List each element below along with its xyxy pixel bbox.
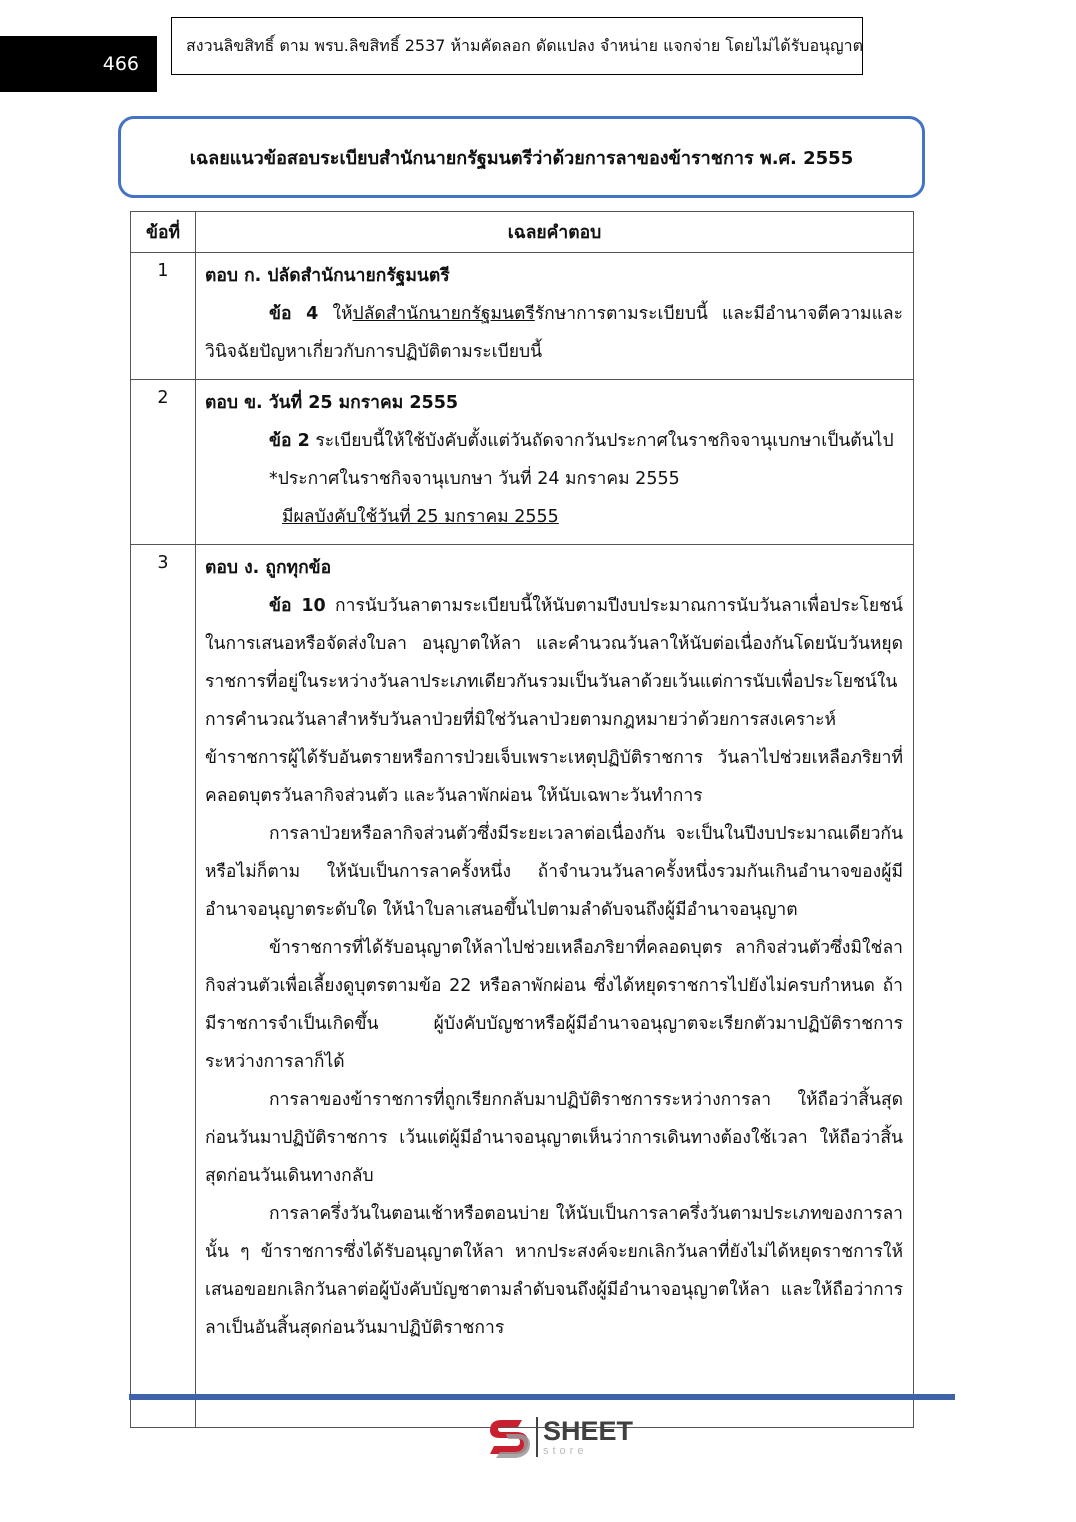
question-number: 1 — [131, 253, 196, 380]
clause-label: ข้อ 2 — [269, 431, 310, 451]
logo-separator — [536, 1417, 538, 1457]
gazette-note: *ประกาศในราชกิจจานุเบกษา วันที่ 24 มกราคม 2555 — [269, 469, 680, 489]
table-row — [131, 545, 914, 1428]
answer-cell — [196, 380, 914, 545]
clause-label: ข้อ 10 — [269, 596, 326, 616]
sheet-store-s-icon — [486, 1414, 532, 1460]
explanation-paragraph — [205, 422, 903, 460]
explanation-text: รักษาการตามระเบียบนี้ และมีอำนาจตีความและวินิจฉัยปัญหาเกี่ยวกับการปฏิบัติตามระเบียบนี้ — [205, 304, 903, 362]
answer-line: ตอบ ข. วันที่ 25 มกราคม 2555 — [205, 393, 459, 413]
explanation-paragraph: การลาป่วยหรือลากิจส่วนตัวซึ่งมีระยะเวลาต่อเนื่องกัน จะเป็นในปีงบประมาณเดียวกันหรือไม่ก็ตาม ให้นับเป็นการลาครั้งหนึ่ง ถ้าจำนวนวันลาครั้งหนึ่งรวมกันเกินอำนาจของผู้มีอำนาจอนุญาตระดับใด ให้นำใบลาเสนอขึ้นไปตามลำดับจนถึงผู้มีอำนาจอนุญาต — [205, 824, 903, 920]
explanation-paragraph — [205, 295, 903, 371]
question-number: 2 — [131, 380, 196, 545]
page-number-tab — [0, 36, 157, 92]
effective-date-note: มีผลบังคับใช้วันที่ 25 มกราคม 2555 — [282, 507, 559, 527]
explanation-text: ให้ — [318, 304, 353, 324]
page-number: 466 — [102, 53, 139, 75]
logo-subword: store — [543, 1444, 588, 1457]
answer-cell — [196, 545, 914, 1428]
question-number: 3 — [131, 545, 196, 1428]
table-row — [131, 380, 914, 545]
explanation-paragraph: ข้าราชการที่ได้รับอนุญาตให้ลาไปช่วยเหลือภริยาที่คลอดบุตร ลากิจส่วนตัวซึ่งมิใช่ลากิจส่วนตัวเพื่อเลี้ยงดูบุตรตามข้อ 22 หรือลาพักผ่อน ซึ่งได้หยุดราชการไปยังไม่ครบกำหนด ถ้ามีราชการจำเป็นเกิดขึ้น ผู้บังคับบัญชาหรือผู้มีอำนาจอนุญาตจะเรียกตัวมาปฏิบัติราชการระหว่างการลาก็ได้ — [205, 938, 903, 1072]
explanation-paragraph: การลาครึ่งวันในตอนเช้าหรือตอนบ่าย ให้นับเป็นการลาครึ่งวันตามประเภทของการลานั้น ๆ ข้าราชการซึ่งได้รับอนุญาตให้ลา หากประสงค์จะยกเลิกวันลาที่ยังไม่ได้หยุดราชการให้เสนอขอยกเลิกวันลาต่อผู้บังคับบัญชาตามลำดับจนถึงผู้มีอำนาจอนุญาตให้ลา และให้ถือว่าการลาเป็นอันสิ้นสุดก่อนวันมาปฏิบัติราชการ — [205, 1204, 903, 1338]
document-title: เฉลยแนวข้อสอบระเบียบสำนักนายกรัฐมนตรีว่าด้วยการลาของข้าราชการ พ.ศ. 2555 — [189, 147, 854, 169]
explanation-paragraph: การลาของข้าราชการที่ถูกเรียกกลับมาปฏิบัติราชการระหว่างการลา ให้ถือว่าสิ้นสุดก่อนวันมาปฏิบัติราชการ เว้นแต่ผู้มีอำนาจอนุญาตเห็นว่าการเดินทางต้องใช้เวลา ให้ถือว่าสิ้นสุดก่อนวันเดินทางกลับ — [205, 1090, 903, 1186]
footer-rule — [129, 1394, 955, 1400]
copyright-notice: สงวนลิขสิทธิ์ ตาม พรบ.ลิขสิทธิ์ 2537 ห้ามคัดลอก ดัดแปลง จำหน่าย แจกจ่าย โดยไม่ได้รับอนุญาต — [186, 35, 863, 55]
document-title-box — [118, 116, 925, 198]
logo-word: SHEET — [543, 1415, 634, 1446]
answer-line: ตอบ ง. ถูกทุกข้อ — [205, 558, 332, 578]
answer-line: ตอบ ก. ปลัดสำนักนายกรัฐมนตรี — [205, 266, 450, 286]
underlined-text: ปลัดสำนักนายกรัฐมนตรี — [352, 304, 535, 324]
column-header-number: ข้อที่ — [131, 212, 196, 253]
explanation-paragraph — [205, 587, 903, 815]
clause-label: ข้อ 4 — [269, 304, 319, 324]
logo-text — [543, 1415, 634, 1457]
sheet-store-logo — [486, 1414, 633, 1460]
answer-table — [130, 211, 914, 1428]
answer-cell — [196, 253, 914, 380]
explanation-text: ระเบียบนี้ให้ใช้บังคับตั้งแต่วันถัดจากวันประกาศในราชกิจจานุเบกษาเป็นต้นไป — [309, 431, 894, 451]
copyright-notice-box — [171, 17, 863, 75]
table-header-row — [131, 212, 914, 253]
column-header-answer: เฉลยคำตอบ — [196, 212, 914, 253]
table-row — [131, 253, 914, 380]
explanation-text: การนับวันลาตามระเบียบนี้ให้นับตามปีงบประมาณการนับวันลาเพื่อประโยชน์ในการเสนอหรือจัดส่งใบลา อนุญาตให้ลา และคำนวณวันลาให้นับต่อเนื่องกันโดยนับวันหยุดราชการที่อยู่ในระหว่างวันลาประเภทเดียวกันรวมเป็นวันลาด้วยเว้นแต่การนับเพื่อประโยชน์ในการคำนวณวันลาสำหรับวันลาป่วยที่มิใช่วันลาป่วยตามกฎหมายว่าด้วยการสงเคราะห์ข้าราชการผู้ได้รับอันตรายหรือการป่วยเจ็บเพราะเหตุปฏิบัติราชการ วันลาไปช่วยเหลือภริยาที่คลอดบุตรวันลากิจส่วนตัว และวันลาพักผ่อน ให้นับเฉพาะวันทำการ — [205, 596, 903, 806]
